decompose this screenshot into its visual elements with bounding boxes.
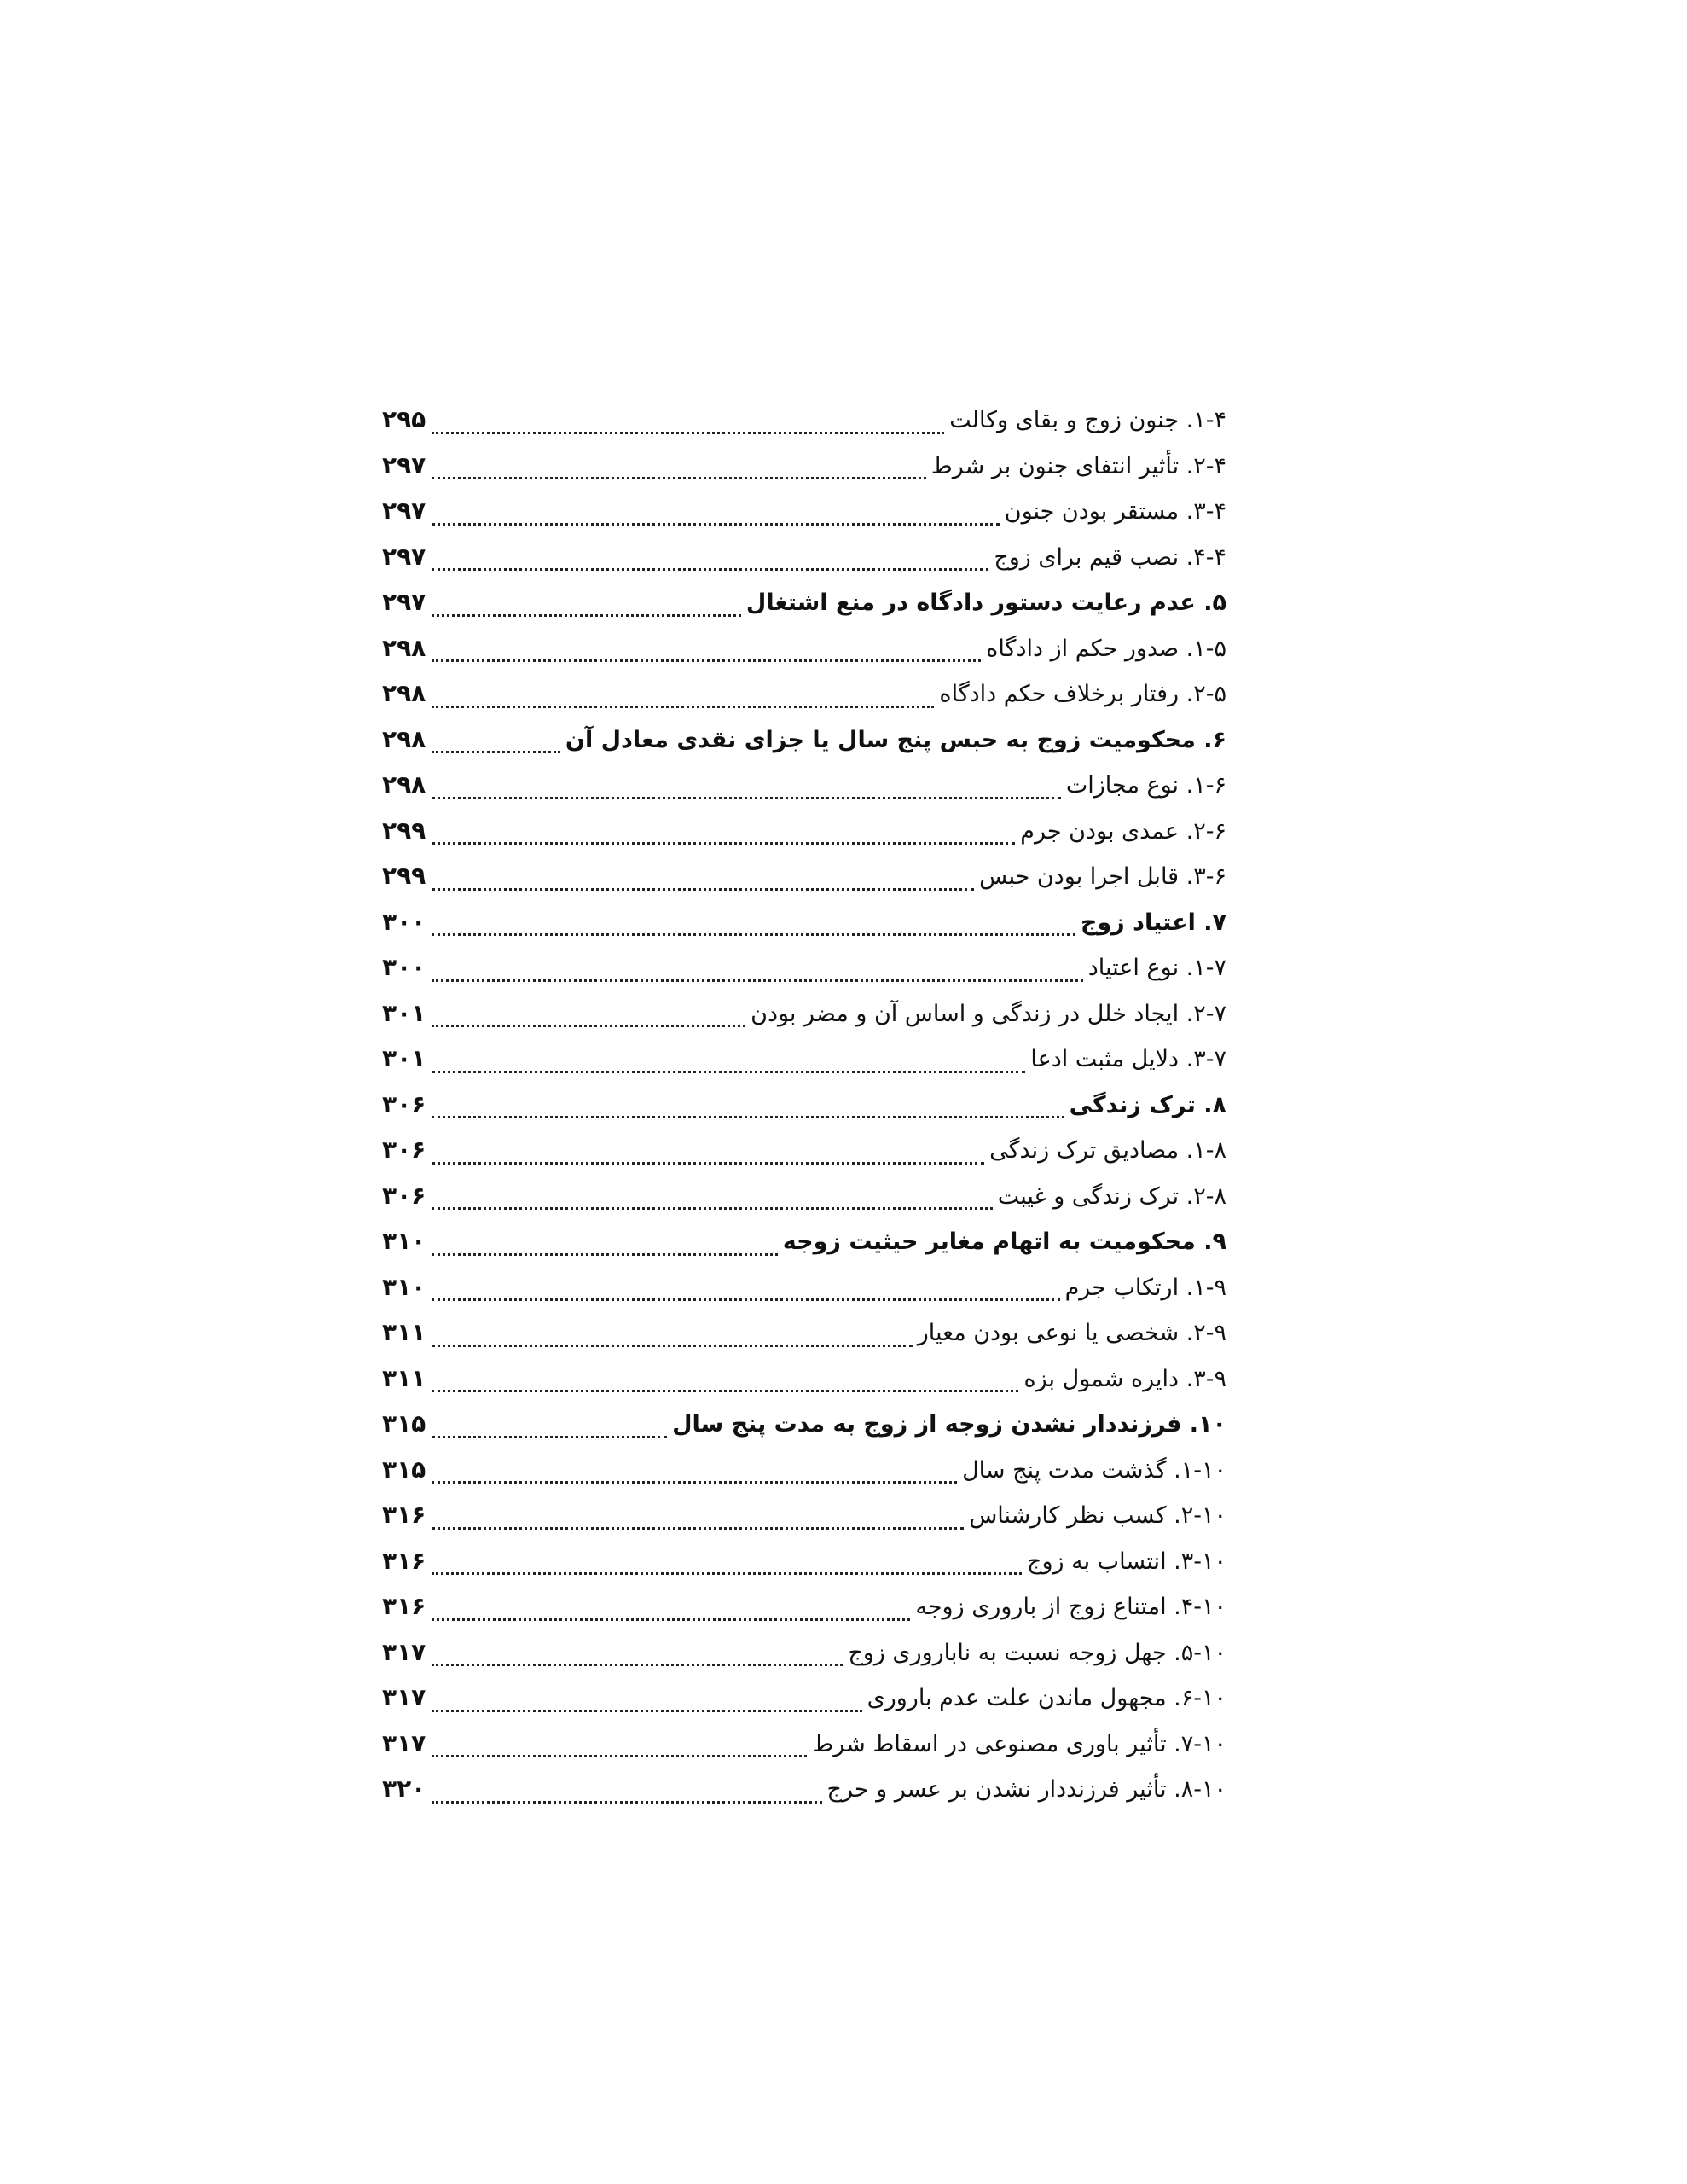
- toc-entry: [382, 899, 1226, 945]
- toc-entry-page-number: ۳۰۶: [382, 1181, 426, 1210]
- toc-entry: [382, 1218, 1226, 1264]
- toc-entry-page-number: ۳۱۰: [382, 1227, 426, 1255]
- toc-entry: [382, 488, 1226, 534]
- toc-entry: [382, 1356, 1226, 1402]
- toc-entry-title: ۵. عدم رعایت دستور دادگاه در منع اشتغال: [745, 590, 1226, 616]
- toc-entry: [382, 717, 1226, 763]
- toc-entry-title: ۲-۵. رفتار برخلاف حکم دادگاه: [939, 681, 1226, 707]
- toc-entry-page-number: ۲۹۸: [382, 633, 426, 662]
- table-of-contents: [382, 397, 1226, 1812]
- toc-entry-title: ۷-۱۰. تأثیر باوری مصنوعی در اسقاط شرط: [812, 1730, 1226, 1757]
- toc-entry-title: ۲-۱۰. کسب نظر کارشناس: [969, 1502, 1226, 1529]
- toc-entry: [382, 1401, 1226, 1447]
- dot-leader: [432, 1298, 1060, 1301]
- dot-leader: [432, 1025, 745, 1027]
- dot-leader: [432, 706, 934, 708]
- toc-entry: [382, 1629, 1226, 1676]
- toc-entry-title: ۵-۱۰. جهل زوجه نسبت به ناباروری زوج: [848, 1639, 1226, 1666]
- toc-entry-title: ۱-۸. مصادیق ترک زندگی: [989, 1137, 1226, 1164]
- toc-entry-title: ۴-۱۰. امتناع زوج از باروری زوجه: [915, 1594, 1226, 1620]
- toc-entry-title: ۱-۷. نوع اعتیاد: [1087, 955, 1226, 981]
- toc-entry: [382, 808, 1226, 854]
- toc-entry: [382, 1082, 1226, 1128]
- toc-entry: [382, 1447, 1226, 1493]
- dot-leader: [432, 568, 988, 571]
- toc-entry-title: ۱-۶. نوع مجازات: [1065, 772, 1226, 799]
- toc-entry-page-number: ۲۹۹: [382, 862, 426, 890]
- toc-entry-page-number: ۲۹۹: [382, 816, 426, 845]
- toc-entry-title: ۳-۶. قابل اجرا بودن حبس: [979, 863, 1226, 890]
- toc-entry-page-number: ۳۰۶: [382, 1089, 426, 1118]
- toc-entry: [382, 397, 1226, 443]
- dot-leader: [432, 1801, 822, 1804]
- dot-leader: [432, 933, 1075, 936]
- dot-leader: [432, 1618, 910, 1621]
- toc-entry-page-number: ۳۱۷: [382, 1637, 426, 1666]
- toc-entry-title: ۳-۱۰. انتساب به زوج: [1027, 1548, 1226, 1575]
- toc-entry: [382, 1127, 1226, 1173]
- toc-entry-page-number: ۳۱۵: [382, 1455, 426, 1484]
- toc-entry: [382, 853, 1226, 899]
- toc-entry: [382, 625, 1226, 671]
- dot-leader: [432, 1710, 862, 1712]
- toc-entry-page-number: ۳۰۰: [382, 907, 426, 936]
- toc-entry-title: ۲-۹. شخصی یا نوعی بودن معیار: [917, 1320, 1226, 1346]
- toc-entry-title: ۱-۵. صدور حکم از دادگاه: [986, 635, 1226, 662]
- toc-entry-page-number: ۳۱۱: [382, 1363, 426, 1392]
- dot-leader: [432, 1162, 984, 1165]
- toc-entry: [382, 990, 1226, 1037]
- toc-entry-page-number: ۳۰۶: [382, 1136, 426, 1164]
- dot-leader: [432, 797, 1061, 799]
- toc-entry-title: ۴-۴. نصب قیم برای زوج: [994, 543, 1226, 571]
- toc-entry-page-number: ۲۹۵: [382, 405, 426, 433]
- dot-leader: [432, 1071, 1025, 1073]
- toc-entry: [382, 671, 1226, 717]
- toc-entry-page-number: ۲۹۷: [382, 497, 426, 525]
- toc-entry-page-number: ۳۱۶: [382, 1592, 426, 1620]
- toc-entry-page-number: ۲۹۸: [382, 770, 426, 799]
- toc-entry-page-number: ۳۱۱: [382, 1318, 426, 1346]
- dot-leader: [432, 659, 981, 662]
- toc-entry-page-number: ۳۱۷: [382, 1728, 426, 1757]
- dot-leader: [432, 888, 974, 891]
- toc-entry: [382, 944, 1226, 990]
- toc-entry-title: ۸. ترک زندگی: [1069, 1091, 1226, 1118]
- dot-leader: [432, 1755, 807, 1757]
- toc-entry-title: ۶. محکومیت زوج به حبس پنج سال یا جزای نقدی معادل آن: [565, 726, 1226, 753]
- toc-entry: [382, 1721, 1226, 1767]
- toc-entry: [382, 534, 1226, 580]
- dot-leader: [432, 1572, 1022, 1575]
- toc-entry-page-number: ۳۱۰: [382, 1272, 426, 1301]
- dot-leader: [432, 842, 1015, 845]
- toc-entry-page-number: ۲۹۷: [382, 542, 426, 571]
- dot-leader: [432, 1116, 1064, 1118]
- toc-entry-title: ۳-۷. دلایل مثبت ادعا: [1030, 1046, 1226, 1072]
- dot-leader: [432, 477, 926, 479]
- toc-entry-title: ۳-۴. مستقر بودن جنون: [1004, 498, 1226, 525]
- toc-entry-page-number: ۳۰۱: [382, 998, 426, 1027]
- toc-entry: [382, 1766, 1226, 1812]
- dot-leader: [432, 432, 944, 434]
- toc-entry-title: ۱-۹. ارتکاب جرم: [1064, 1274, 1226, 1301]
- toc-entry: [382, 1264, 1226, 1310]
- toc-entry-title: ۷. اعتیاد زوج: [1080, 909, 1226, 936]
- toc-entry-page-number: ۳۱۶: [382, 1501, 426, 1529]
- toc-entry: [382, 1538, 1226, 1584]
- toc-entry: [382, 443, 1226, 489]
- toc-entry-title: ۶-۱۰. مجهول ماندن علت عدم باروری: [867, 1685, 1226, 1711]
- dot-leader: [432, 1527, 964, 1530]
- toc-entry-title: ۱۰. فرزنددار نشدن زوجه از زوج به مدت پنج سال: [672, 1411, 1226, 1438]
- toc-entry: [382, 1583, 1226, 1629]
- dot-leader: [432, 979, 1083, 982]
- dot-leader: [432, 751, 560, 753]
- toc-entry: [382, 1310, 1226, 1356]
- toc-entry-page-number: ۲۹۷: [382, 588, 426, 616]
- dot-leader: [432, 1253, 778, 1256]
- toc-entry-page-number: ۳۰۱: [382, 1044, 426, 1072]
- toc-entry-page-number: ۳۱۶: [382, 1546, 426, 1575]
- toc-entry-page-number: ۳۰۰: [382, 953, 426, 981]
- toc-entry: [382, 762, 1226, 808]
- toc-entry-page-number: ۳۱۵: [382, 1409, 426, 1438]
- toc-entry-title: ۱-۱۰. گذشت مدت پنج سال: [962, 1456, 1226, 1484]
- toc-entry-title: ۸-۱۰. تأثیر فرزنددار نشدن بر عسر و حرج: [826, 1776, 1226, 1803]
- dot-leader: [432, 1436, 667, 1438]
- dot-leader: [432, 1664, 843, 1666]
- toc-entry: [382, 1173, 1226, 1219]
- toc-entry-page-number: ۲۹۸: [382, 679, 426, 707]
- toc-entry: [382, 579, 1226, 625]
- toc-entry-page-number: ۲۹۷: [382, 450, 426, 479]
- toc-entry-title: ۳-۹. دایره شمول بزه: [1023, 1365, 1226, 1392]
- dot-leader: [432, 1207, 993, 1210]
- dot-leader: [432, 1345, 913, 1347]
- toc-entry-title: ۲-۸. ترک زندگی و غیبت: [997, 1182, 1226, 1210]
- toc-entry-title: ۲-۷. ایجاد خلل در زندگی و اساس آن و مضر بودن: [751, 1000, 1226, 1027]
- toc-entry: [382, 1675, 1226, 1721]
- toc-entry-title: ۲-۶. عمدی بودن جرم: [1020, 817, 1226, 845]
- dot-leader: [432, 614, 741, 617]
- toc-entry: [382, 1492, 1226, 1538]
- toc-entry-page-number: ۳۲۰: [382, 1774, 426, 1803]
- dot-leader: [432, 523, 1000, 526]
- toc-entry-title: ۱-۴. جنون زوج و بقای وکالت: [949, 407, 1226, 433]
- toc-entry-page-number: ۲۹۸: [382, 724, 426, 753]
- toc-entry: [382, 1036, 1226, 1082]
- toc-entry-page-number: ۳۱۷: [382, 1683, 426, 1711]
- dot-leader: [432, 1390, 1018, 1392]
- dot-leader: [432, 1481, 957, 1484]
- toc-entry-title: ۲-۴. تأثیر انتفای جنون بر شرط: [930, 452, 1226, 479]
- toc-entry-title: ۹. محکومیت به اتهام مغایر حیثیت زوجه: [782, 1228, 1226, 1255]
